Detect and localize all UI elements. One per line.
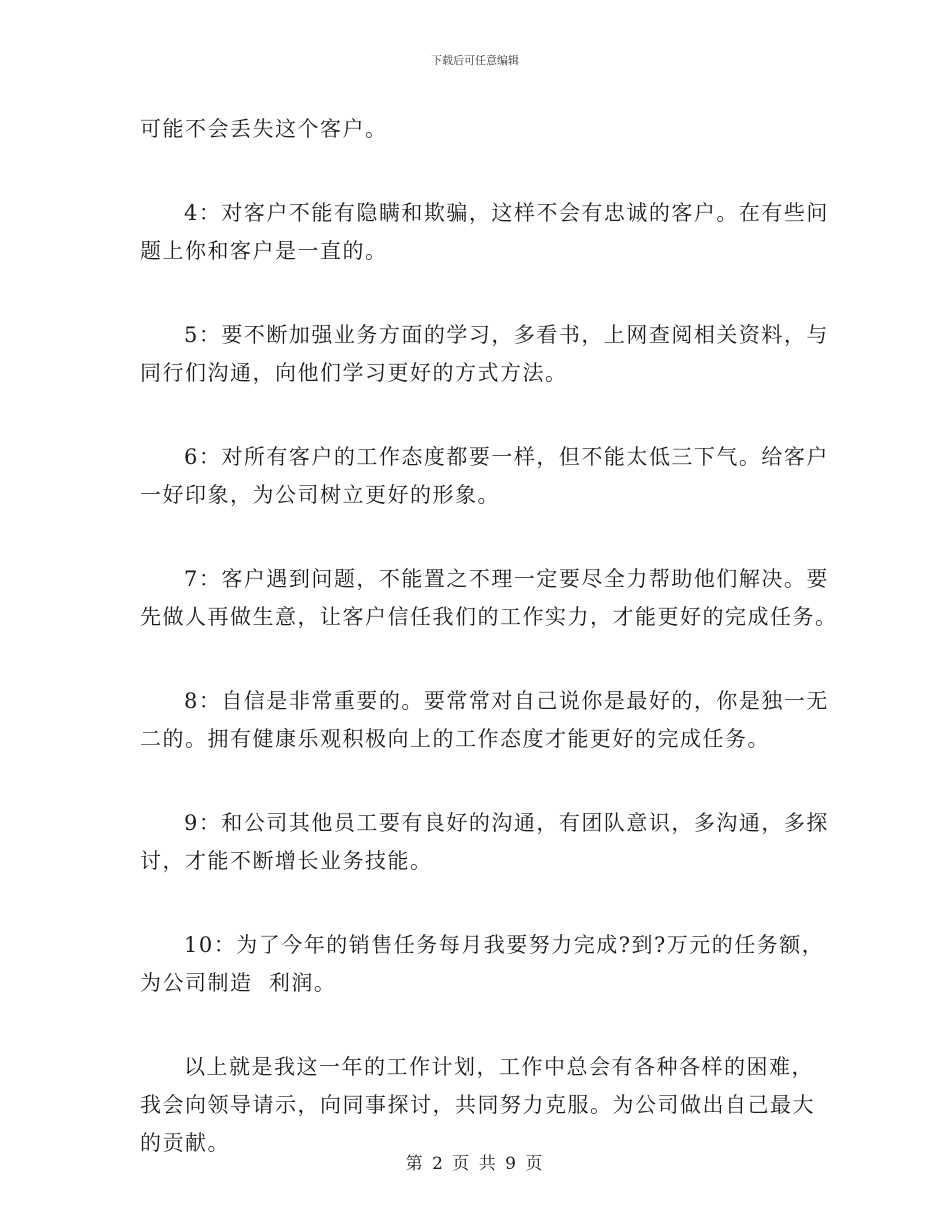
paragraph-item-10 bbox=[140, 926, 825, 1002]
paragraph-item-5 bbox=[140, 316, 829, 392]
text-line: 我会向领导请示，向同事探讨，共同努力克服。为公司做出自己最大 bbox=[140, 1093, 815, 1117]
text-line: 5：要不断加强业务方面的学习，多看书，上网查阅相关资料，与 bbox=[184, 323, 829, 347]
text-line: 的贡献。 bbox=[140, 1131, 230, 1155]
text-line: 二的。拥有健康乐观积极向上的工作态度才能更好的完成任务。 bbox=[140, 727, 770, 751]
paragraph-item-6 bbox=[140, 438, 829, 514]
text-line: 同行们沟通，向他们学习更好的方式方法。 bbox=[140, 361, 568, 385]
page-header-note: 下载后可任意编辑 bbox=[431, 54, 519, 67]
paragraph-item-7 bbox=[140, 560, 838, 636]
text-line: 为公司制造 利润。 bbox=[140, 971, 337, 995]
page-number-footer: 第 2 页 共 9 页 bbox=[405, 1154, 545, 1174]
text-line: 8：自信是非常重要的。要常常对自己说你是最好的，你是独一无 bbox=[184, 689, 829, 713]
document-body bbox=[140, 110, 838, 1208]
paragraph-continuation bbox=[140, 110, 820, 148]
text-line: 一好印象，为公司树立更好的形象。 bbox=[140, 483, 500, 507]
text-line: 先做人再做生意，让客户信任我们的工作实力，才能更好的完成任务。 bbox=[140, 605, 838, 629]
text-line: 以上就是我这一年的工作计划，工作中总会有各种各样的困难， bbox=[184, 1055, 814, 1079]
text-line: 4：对客户不能有隐瞒和欺骗，这样不会有忠诚的客户。在有些问 bbox=[184, 201, 829, 225]
paragraph-conclusion bbox=[140, 1048, 820, 1162]
paragraph-item-9 bbox=[140, 804, 829, 880]
paragraph-item-8 bbox=[140, 682, 829, 758]
text-line: 可能不会丢失这个客户。 bbox=[140, 117, 388, 141]
text-line: 讨，才能不断增长业务技能。 bbox=[140, 849, 433, 873]
text-line: 10：为了今年的销售任务每月我要努力完成?到?万元的任务额， bbox=[184, 933, 825, 957]
text-line: 9：和公司其他员工要有良好的沟通，有团队意识，多沟通，多探 bbox=[184, 811, 829, 835]
text-line: 题上你和客户是一直的。 bbox=[140, 239, 388, 263]
text-line: 6：对所有客户的工作态度都要一样，但不能太低三下气。给客户 bbox=[184, 445, 829, 469]
paragraph-item-4 bbox=[140, 194, 829, 270]
text-line: 7：客户遇到问题，不能置之不理一定要尽全力帮助他们解决。要 bbox=[184, 567, 829, 591]
